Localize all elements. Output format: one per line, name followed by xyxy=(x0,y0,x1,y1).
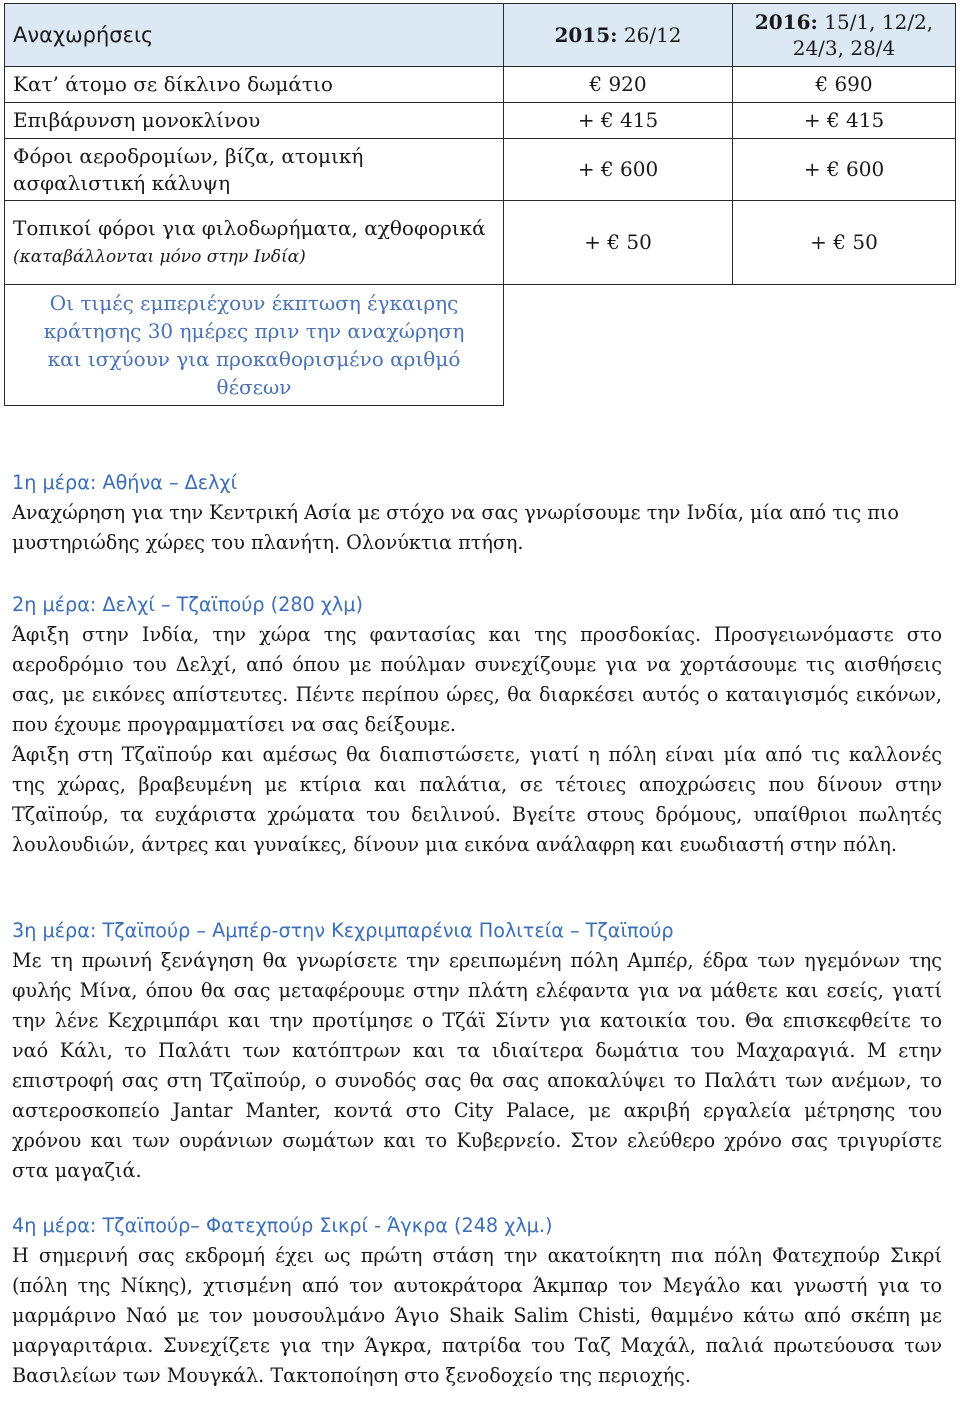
price-2015: + € 415 xyxy=(504,103,733,139)
day-1-text: Αναχώρηση για την Κεντρική Ασία με στόχο να σας γνωρίσουμε την Ινδία, μία από τις πιο μυστηριώδης χώρες του πλανήτη. Ολονύκτια πτήση. xyxy=(12,501,899,554)
price-2015: + € 600 xyxy=(504,139,733,201)
day-3-text: Με τη πρωινή ξενάγηση θα γνωρίσετε την ερειπωμένη πόλη Αμπέρ, έδρα των ηγεμόνων της φυλής Μίνα, όπου θα σας μεταφέρουμε στην πλάτη ελέφαντα για να μάθετε και εσείς, γιατί την λένε Κεχριμπάρι και την προτίμησε ο Τζάϊ Σίντν για κατοικία του. Θα επισκεφθείτε το ναό Κάλι, το Παλάτι των κατόπτρων και τα ιδιαίτερα δωμάτια του Μαχαραγιά. Μ ετην επιστροφή σας στη Τζαϊπούρ, ο συνοδός σας θα σας αποκαλύψει το Παλάτι των ανέμων, το αστεροσκοπείο Jantar Manter, κοντά στο City Palace, με ακριβή εργαλεία μέτρησης του χρόνου και των ουράνιων σωμάτων και το Κυβερνείο. Στον ελεύθερο χρόνο σας τριγυρίστε στα μαγαζιά. xyxy=(12,949,942,1182)
day-4-title: 4η μέρα: Τζαϊπούρ– Φατεχπούρ Σικρί - Άγκρα (248 χλμ.) xyxy=(12,1214,553,1237)
day-3-title: 3η μέρα: Τζαϊπούρ – Αμπέρ-στην Κεχριμπαρένια Πολιτεία – Τζαϊπούρ xyxy=(12,919,674,942)
price-footnote: Οι τιμές εμπεριέχουν έκπτωση έγκαιρης κράτησης 30 ημέρες πριν την αναχώρηση και ισχύουν για προκαθορισμένο αριθμό θέσεων xyxy=(5,285,504,406)
price-2016: + € 50 xyxy=(733,201,956,285)
day-1-title xyxy=(12,468,942,498)
price-row-label: Επιβάρυνση μονοκλίνου xyxy=(5,103,504,139)
price-row-label: Κατ’ άτομο σε δίκλινο δωμάτιο xyxy=(5,67,504,103)
price-row-double-room xyxy=(5,67,956,103)
price-row-single-supplement xyxy=(5,103,956,139)
day-1-title-suffix: Δελχί xyxy=(184,471,238,494)
price-row-label-cell xyxy=(5,201,504,285)
dates-2016: 15/1, 12/2, 24/3, 28/4 xyxy=(792,10,934,60)
day-2-section xyxy=(12,590,942,860)
price-footnote-row xyxy=(5,285,956,406)
price-2016: + € 415 xyxy=(733,103,956,139)
departure-dates-2015 xyxy=(504,4,733,67)
price-table-header xyxy=(5,4,956,67)
price-row-label: Φόροι αεροδρομίων, βίζα, ατομική ασφαλιστική κάλυψη xyxy=(5,139,504,201)
price-row-airport-taxes xyxy=(5,139,956,201)
price-row-label: Τοπικοί φόροι για φιλοδωρήματα, αχθοφορικά xyxy=(13,215,486,240)
year-2016-label: 2016: xyxy=(754,10,818,34)
year-2015-label: 2015: xyxy=(554,22,618,47)
dates-2015: 26/12 xyxy=(623,22,682,47)
day-1-title-prefix: 1η μέρα: Αθήνα xyxy=(12,471,163,494)
day-4-text: Η σημερινή σας εκδρομή έχει ως πρώτη στάση την ακατοίκητη πια πόλη Φατεχπούρ Σικρί (πόλη της Νίκης), χτισμένη από τον αυτοκράτορα Άκμπαρ τον Μεγάλο και γνωστή για το μαρμάρινο Ναό με τον μουσουλμάνο Άγιο Shaik Salim Chisti, θαμμένο κάτω από σκέπη με μαργαριτάρια. Συνεχίζετε για την Άγκρα, πατρίδα του Ταζ Μαχάλ, παλιά πρωτεύουσα των Βασιλείων των Μουγκάλ. Τακτοποίηση στο ξενοδοχείο της περιοχής. xyxy=(12,1244,942,1387)
price-2015: + € 50 xyxy=(504,201,733,285)
price-row-local-taxes xyxy=(5,201,956,285)
price-row-note: (καταβάλλονται μόνο στην Ινδία) xyxy=(13,246,306,267)
day-2-text-2: Άφιξη στη Τζαϊπούρ και αμέσως θα διαπιστώσετε, γιατί η πόλη είναι μία από τις καλλονές της χώρας, βραβευμένη με κτίρια και παλάτια, σε τέτοιες αποχρώσεις που δίνουν στην Τζαϊπούρ, τα ευχάριστα χρώματα του δειλινού. Βγείτε στους δρόμους, υπαίθριοι πωλητές λουλουδιών, άντρες και γυναίκες, δίνουν μια εικόνα ανάλαφρη και ευωδιαστή στην πόλη. xyxy=(12,743,942,856)
day-1-title-dash: – xyxy=(168,471,179,494)
price-2015: € 920 xyxy=(504,67,733,103)
price-2016: € 690 xyxy=(733,67,956,103)
day-2-title: 2η μέρα: Δελχί – Τζαϊπούρ (280 χλμ) xyxy=(12,593,363,616)
departure-dates-2016 xyxy=(733,4,956,67)
day-1-section xyxy=(12,468,942,558)
departures-header: Αναχωρήσεις xyxy=(5,4,504,67)
day-4-section xyxy=(12,1211,942,1391)
price-2016: + € 600 xyxy=(733,139,956,201)
day-3-section xyxy=(12,916,942,1186)
price-table xyxy=(4,3,956,406)
day-2-text-1: Άφιξη στην Ινδία, την χώρα της φαντασίας και της προσδοκίας. Προσγειωνόμαστε στο αεροδρόμιο του Δελχί, από όπου με πούλμαν συνεχίζουμε για να χορτάσουμε τις αισθήσεις σας, με εικόνες απίστευτες. Πέντε περίπου ώρες, θα διαρκέσει αυτός ο καταιγισμός εικόνων, που έχουμε προγραμματίσει να σας δείξουμε. xyxy=(12,623,942,736)
